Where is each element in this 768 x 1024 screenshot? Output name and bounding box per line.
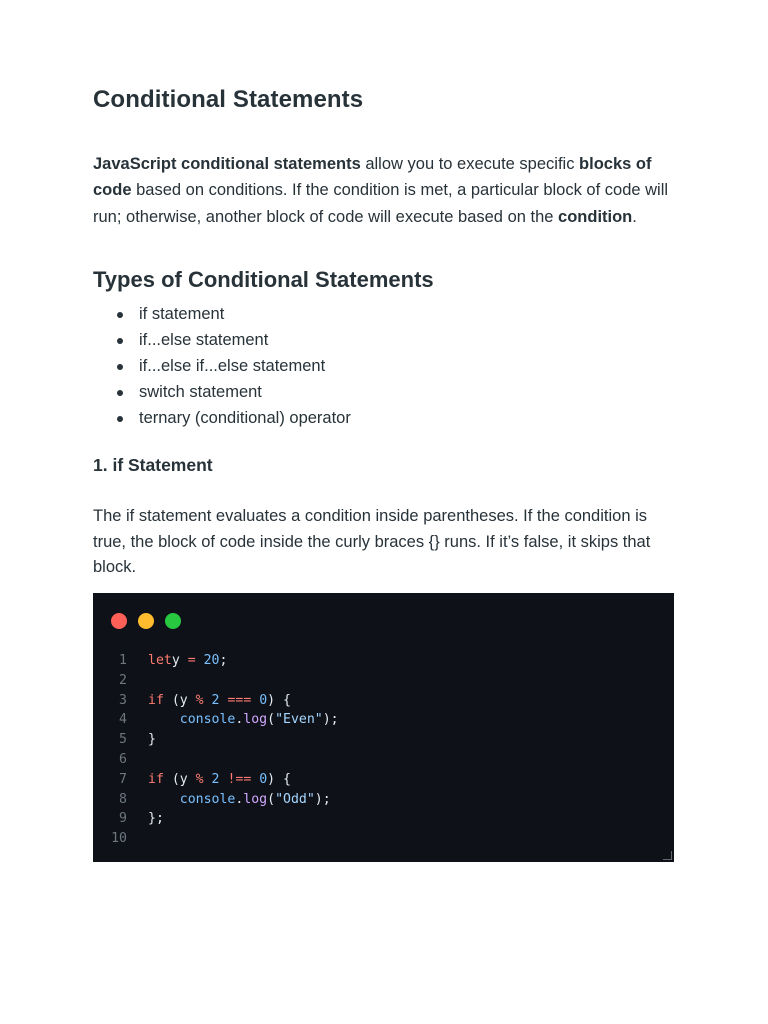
code-token: console <box>179 712 236 728</box>
code-token: . <box>235 791 244 807</box>
line-number: 1 <box>119 653 127 668</box>
intro-bold-condition: condition <box>558 207 633 226</box>
code-token: (y <box>163 692 196 708</box>
line-number: 5 <box>119 732 127 748</box>
code-token: if <box>148 692 164 708</box>
intro-text-3: . <box>632 207 637 226</box>
code-token: 0 <box>251 771 268 787</box>
code-token: = <box>187 653 196 668</box>
code-token: if <box>148 771 164 787</box>
code-token: log <box>243 791 268 807</box>
line-number: 2 <box>119 672 127 688</box>
minimize-dot-icon <box>138 613 154 629</box>
code-token: === <box>219 692 252 708</box>
intro-text-2: based on conditions. If the condition is met, a particular block of code will run; otherwise, another block of code will execute based on the <box>93 181 669 226</box>
code-token: 2 <box>203 692 220 708</box>
line-number: 10 <box>111 831 127 847</box>
if-statement-description: The if statement evaluates a condition inside parentheses. If the condition is true, the block of code inside the curly braces {} runs. If it’s false, it skips that block. <box>93 507 651 577</box>
code-token: !== <box>219 771 252 787</box>
page-title: Conditional Statements <box>93 86 364 113</box>
code-token: 2 <box>203 771 220 787</box>
line-number: 4 <box>119 712 127 728</box>
if-statement-heading: 1. if Statement <box>93 455 213 475</box>
code-token: "Even" <box>275 712 323 728</box>
code-token: ( <box>267 712 276 728</box>
line-number: 7 <box>119 771 127 787</box>
intro-bold-js-conditional: JavaScript conditional statements <box>93 155 361 173</box>
code-line <box>93 790 653 810</box>
code-token: . <box>235 712 244 728</box>
intro-bold-blocks: blocks of code <box>93 155 652 200</box>
line-number: 6 <box>119 752 127 767</box>
code-line <box>93 750 653 770</box>
list-item: switch statement <box>93 379 351 405</box>
code-text <box>148 691 291 711</box>
code-line <box>93 730 653 750</box>
code-token: console <box>179 791 236 807</box>
line-number: 8 <box>119 791 127 807</box>
code-token: }; <box>148 811 164 827</box>
line-number: 9 <box>119 811 127 827</box>
code-text <box>148 809 164 829</box>
code-token: % <box>195 771 204 787</box>
code-token: ( <box>267 791 276 807</box>
code-token: ); <box>322 712 339 728</box>
code-token: log <box>243 712 268 728</box>
code-token: "Odd" <box>275 791 315 807</box>
list-item: if...else if...else statement <box>93 353 351 379</box>
code-token: (y <box>163 771 196 787</box>
intro-paragraph <box>93 151 675 230</box>
code-token: 0 <box>251 692 268 708</box>
code-line <box>93 829 653 849</box>
code-line <box>93 770 653 790</box>
list-item: ternary (conditional) operator <box>93 405 351 431</box>
code-token: ) { <box>267 692 291 708</box>
intro-text-1: allow you to execute specific <box>360 155 580 173</box>
list-item: if...else statement <box>93 327 351 353</box>
code-line <box>93 691 653 711</box>
code-token: y <box>171 653 188 668</box>
resize-handle-icon[interactable] <box>663 851 672 860</box>
types-heading: Types of Conditional Statements <box>93 267 434 292</box>
code-token: ) { <box>267 771 291 787</box>
code-line <box>93 710 653 730</box>
maximize-dot-icon <box>165 613 181 629</box>
code-text <box>148 710 339 730</box>
line-number: 3 <box>119 692 127 708</box>
code-token <box>148 792 180 807</box>
code-token: % <box>195 692 204 708</box>
code-text <box>148 651 227 671</box>
code-token: ); <box>314 791 331 807</box>
types-list <box>93 301 351 431</box>
code-text <box>148 730 156 750</box>
code-token: } <box>148 732 156 748</box>
list-item: if statement <box>93 301 351 327</box>
code-token <box>148 712 180 727</box>
code-token: 20 <box>195 653 220 668</box>
code-token: let <box>148 653 172 668</box>
code-token: ; <box>219 653 228 668</box>
code-text <box>148 790 331 810</box>
code-line <box>93 809 653 829</box>
code-line <box>93 651 653 671</box>
code-text <box>148 770 291 790</box>
close-dot-icon <box>111 613 127 629</box>
code-line <box>93 671 653 691</box>
